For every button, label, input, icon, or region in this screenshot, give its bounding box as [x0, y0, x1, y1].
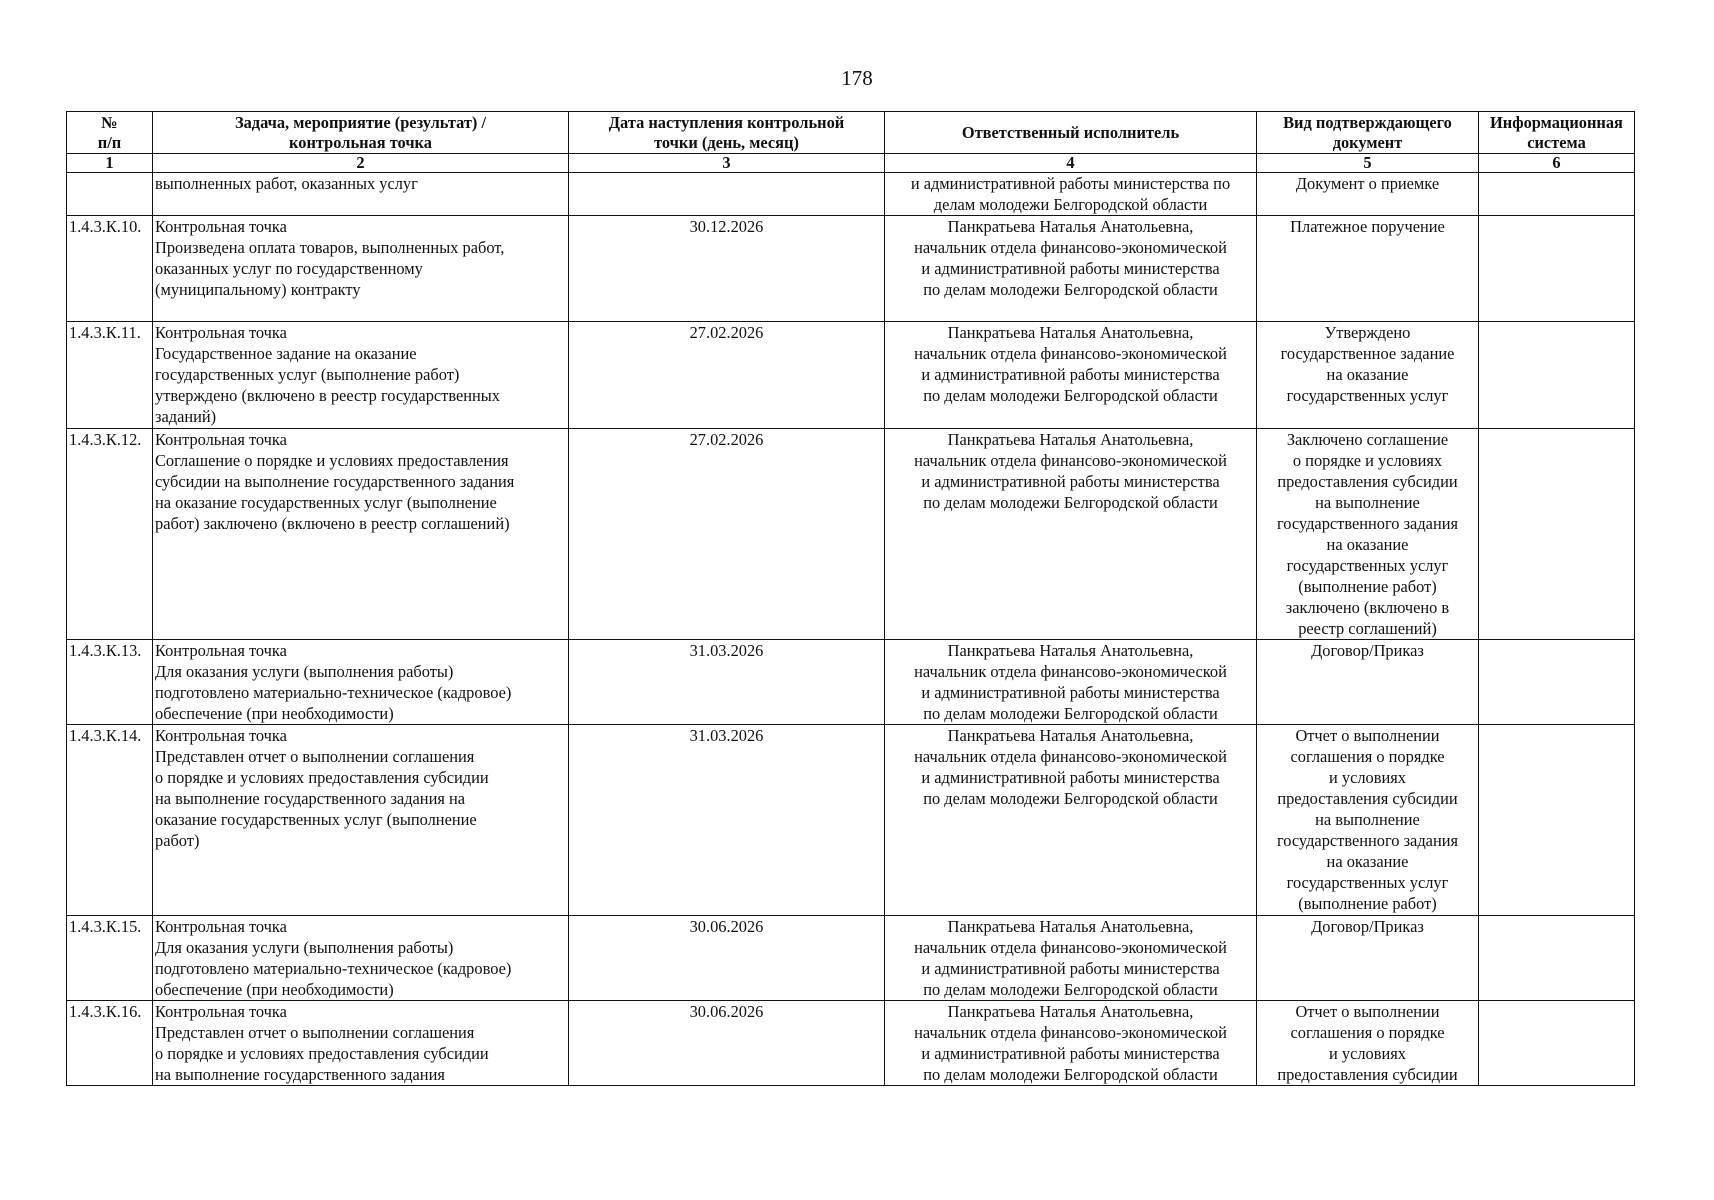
header-date-label: Дата наступления контрольной точки (день, месяц): [608, 112, 845, 152]
table-row: [67, 916, 1635, 1001]
row-date: [569, 173, 885, 216]
row-task: Контрольная точка Государственное задание на оказание государственных услуг (выполнение работ) утверждено (включено в реестр государственных заданий): [153, 322, 569, 429]
row-system: [1479, 173, 1635, 216]
table-row: [67, 429, 1635, 640]
column-number: 1: [67, 154, 153, 173]
column-number: 6: [1479, 154, 1635, 173]
row-system: [1479, 429, 1635, 640]
row-number: 1.4.3.К.12.: [67, 429, 153, 640]
row-document: Заключено соглашение о порядке и условиях предоставления субсидии на выполнение государственного задания на оказание государственных услуг (выполнение работ) заключено (включено в реестр соглашений): [1257, 429, 1479, 640]
control-points-table: [66, 111, 1635, 1086]
row-responsible: Панкратьева Наталья Анатольевна, начальник отдела финансово-экономической и административной работы министерства по делам молодежи Белгородской области: [885, 322, 1257, 429]
row-task: выполненных работ, оказанных услуг: [153, 173, 569, 216]
row-responsible: Панкратьева Наталья Анатольевна, начальник отдела финансово-экономической и административной работы министерства по делам молодежи Белгородской области: [885, 640, 1257, 725]
row-number: 1.4.3.К.15.: [67, 916, 153, 1001]
row-document: Платежное поручение: [1257, 216, 1479, 322]
row-document: Договор/Приказ: [1257, 640, 1479, 725]
row-date: 31.03.2026: [569, 725, 885, 916]
row-date: 30.12.2026: [569, 216, 885, 322]
column-number: 3: [569, 154, 885, 173]
page-number: 178: [841, 66, 873, 90]
header-date: [569, 112, 885, 154]
row-number: 1.4.3.К.10.: [67, 216, 153, 322]
row-system: [1479, 1001, 1635, 1086]
row-number: 1.4.3.К.11.: [67, 322, 153, 429]
row-responsible: Панкратьева Наталья Анатольевна, начальник отдела финансово-экономической и административной работы министерства по делам молодежи Белгородской области: [885, 725, 1257, 916]
header-responsible: [885, 112, 1257, 154]
row-date: 27.02.2026: [569, 429, 885, 640]
header-system: [1479, 112, 1635, 154]
header-system-label: Информационная система: [1490, 112, 1623, 152]
header-task-label: Задача, мероприятие (результат) / контрольная точка: [234, 112, 487, 152]
row-task: Контрольная точка Произведена оплата товаров, выполненных работ, оказанных услуг по государственному (муниципальному) контракту: [153, 216, 569, 322]
table-row: [67, 216, 1635, 322]
column-number: 2: [153, 154, 569, 173]
row-date: 30.06.2026: [569, 1001, 885, 1086]
row-responsible: Панкратьева Наталья Анатольевна, начальник отдела финансово-экономической и административной работы министерства по делам молодежи Белгородской области: [885, 429, 1257, 640]
row-responsible: Панкратьева Наталья Анатольевна, начальник отдела финансово-экономической и административной работы министерства по делам молодежи Белгородской области: [885, 1001, 1257, 1086]
header-task: [153, 112, 569, 154]
row-responsible: Панкратьева Наталья Анатольевна, начальник отдела финансово-экономической и административной работы министерства по делам молодежи Белгородской области: [885, 916, 1257, 1001]
row-date: 31.03.2026: [569, 640, 885, 725]
row-task: Контрольная точка Представлен отчет о выполнении соглашения о порядке и условиях предоставления субсидии на выполнение государственного задания: [153, 1001, 569, 1086]
row-number: 1.4.3.К.13.: [67, 640, 153, 725]
table-row: [67, 1001, 1635, 1086]
row-document: Документ о приемке: [1257, 173, 1479, 216]
column-number-row: [67, 154, 1635, 173]
row-date: 30.06.2026: [569, 916, 885, 1001]
row-date: 27.02.2026: [569, 322, 885, 429]
row-system: [1479, 640, 1635, 725]
row-task: Контрольная точка Для оказания услуги (выполнения работы) подготовлено материально-техническое (кадровое) обеспечение (при необходимости): [153, 640, 569, 725]
row-document: Отчет о выполнении соглашения о порядке и условиях предоставления субсидии: [1257, 1001, 1479, 1086]
row-task: Контрольная точка Для оказания услуги (выполнения работы) подготовлено материально-техническое (кадровое) обеспечение (при необходимости): [153, 916, 569, 1001]
column-number: 5: [1257, 154, 1479, 173]
header-row: [67, 112, 1635, 154]
row-number: [67, 173, 153, 216]
header-number: [67, 112, 153, 154]
row-task: Контрольная точка Соглашение о порядке и условиях предоставления субсидии на выполнение государственного задания на оказание государственных услуг (выполнение работ) заключено (включено в реестр соглашений): [153, 429, 569, 640]
row-responsible: Панкратьева Наталья Анатольевна, начальник отдела финансово-экономической и административной работы министерства по делам молодежи Белгородской области: [885, 216, 1257, 322]
row-system: [1479, 725, 1635, 916]
row-document: Договор/Приказ: [1257, 916, 1479, 1001]
header-document: [1257, 112, 1479, 154]
row-system: [1479, 322, 1635, 429]
row-number: 1.4.3.К.16.: [67, 1001, 153, 1086]
header-document-label: Вид подтверждающего документ: [1283, 112, 1452, 152]
column-number: 4: [885, 154, 1257, 173]
table-row: [67, 173, 1635, 216]
row-system: [1479, 216, 1635, 322]
row-task: Контрольная точка Представлен отчет о выполнении соглашения о порядке и условиях предоставления субсидии на выполнение государственного задания на оказание государственных услуг (выполнение работ): [153, 725, 569, 916]
table-row: [67, 640, 1635, 725]
row-responsible: и административной работы министерства по делам молодежи Белгородской области: [885, 173, 1257, 216]
table-row: [67, 725, 1635, 916]
row-document: Утверждено государственное задание на оказание государственных услуг: [1257, 322, 1479, 429]
header-responsible-label: Ответственный исполнитель: [961, 122, 1180, 142]
table-row: [67, 322, 1635, 429]
row-system: [1479, 916, 1635, 1001]
header-number-label: № п/п: [97, 112, 122, 152]
row-document: Отчет о выполнении соглашения о порядке и условиях предоставления субсидии на выполнение государственного задания на оказание государственных услуг (выполнение работ): [1257, 725, 1479, 916]
row-number: 1.4.3.К.14.: [67, 725, 153, 916]
